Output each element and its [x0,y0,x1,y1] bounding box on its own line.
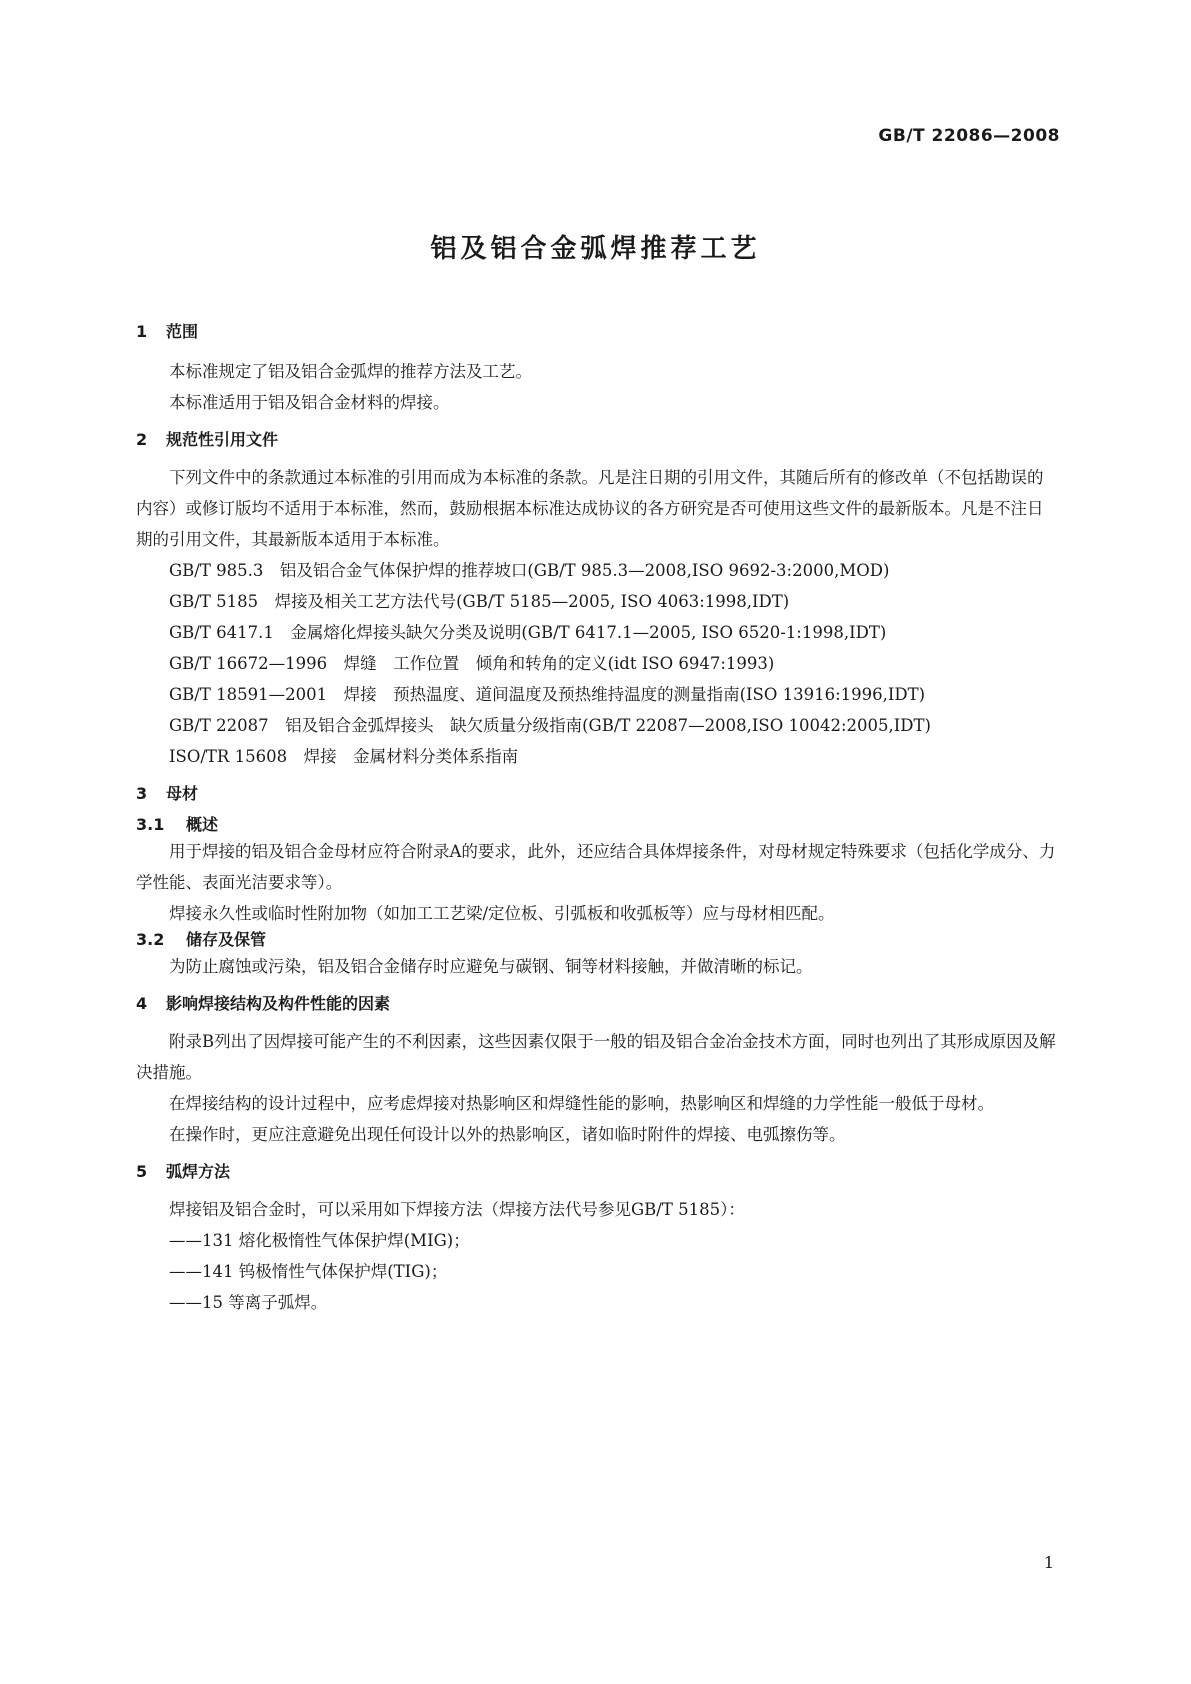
reference-item: GB/T 5185 焊接及相关工艺方法代号(GB/T 5185—2005, ISO 4063:1998,IDT) [169,592,790,611]
subsection-title: 储存及保管 [186,930,267,949]
reference-item: ISO/TR 15608 焊接 金属材料分类体系指南 [169,747,519,766]
section-4 [136,992,1056,1150]
section-2-heading [136,428,1056,452]
page-number: 1 [1043,1553,1054,1572]
section-title: 影响焊接结构及构件性能的因素 [166,994,391,1013]
subsection-3-1-heading [136,814,1056,836]
subsection-number: 3.1 [136,815,165,834]
paragraph: 在操作时，更应注意避免出现任何设计以外的热影响区，诸如临时附件的焊接、电弧擦伤等。 [169,1125,846,1144]
section-2 [136,428,1056,772]
section-title: 母材 [166,784,199,803]
section-5 [136,1160,1056,1318]
section-1-heading [136,320,1056,344]
paragraph: 在焊接结构的设计过程中，应考虑焊接对热影响区和焊缝性能的影响，热影响区和焊缝的力学性能一般低于母材。 [169,1094,994,1113]
paragraph: 焊接铝及铝合金时，可以采用如下焊接方法（焊接方法代号参见GB/T 5185）： [169,1200,745,1219]
list-item: ——15 等离子弧焊。 [169,1293,328,1312]
section-title: 弧焊方法 [166,1162,231,1181]
welding-method-list [136,1225,1056,1318]
paragraph: 为防止腐蚀或污染，铝及铝合金储存时应避免与碳钢、铜等材料接触，并做清晰的标记。 [169,957,813,976]
section-4-heading [136,992,1056,1016]
section-number: 5 [136,1162,148,1181]
subsection-number: 3.2 [136,930,165,949]
subsection-3-2-heading [136,929,1056,951]
paragraph: 下列文件中的条款通过本标准的引用而成为本标准的条款。凡是注日期的引用文件，其随后所有的修改单（不包括勘误的内容）或修订版均不适用于本标准，然而，鼓励根据本标准达成协议的各方研究是否可使用这些文件的最新版本。凡是不注日期的引用文件，其最新版本适用于本标准。 [136,468,1044,549]
section-number: 2 [136,430,148,449]
section-title: 规范性引用文件 [166,430,279,449]
subsection-title: 概述 [186,815,219,834]
list-item: ——141 钨极惰性气体保护焊(TIG)； [169,1262,448,1281]
reference-item: GB/T 6417.1 金属熔化焊接头缺欠分类及说明(GB/T 6417.1—2005, ISO 6520-1:1998,IDT) [169,623,887,642]
paragraph: 用于焊接的铝及铝合金母材应符合附录A的要求，此外，还应结合具体焊接条件，对母材规定特殊要求（包括化学成分、力学性能、表面光洁要求等）。 [136,842,1056,892]
section-number: 3 [136,784,148,803]
list-item: ——131 熔化极惰性气体保护焊(MIG)； [169,1231,470,1250]
reference-item: GB/T 985.3 铝及铝合金气体保护焊的推荐坡口(GB/T 985.3—2008,ISO 9692-3:2000,MOD) [169,561,890,580]
document-body [136,320,1056,1318]
paragraph: 本标准适用于铝及铝合金材料的焊接。 [169,393,450,412]
section-3 [136,782,1056,982]
section-3-heading [136,782,1056,806]
paragraph: 焊接永久性或临时性附加物（如加工工艺梁/定位板、引弧板和收弧板等）应与母材相匹配。 [169,904,835,923]
section-title: 范围 [166,322,199,341]
section-number: 4 [136,994,148,1013]
standard-code: GB/T 22086—2008 [878,126,1060,146]
reference-item: GB/T 16672—1996 焊缝 工作位置 倾角和转角的定义(idt ISO 6947:1993) [169,654,775,673]
reference-item: GB/T 18591—2001 焊接 预热温度、道间温度及预热维持温度的测量指南(ISO 13916:1996,IDT) [169,685,926,704]
paragraph: 本标准规定了铝及铝合金弧焊的推荐方法及工艺。 [169,362,532,381]
document-title: 铝及铝合金弧焊推荐工艺 [430,234,761,264]
reference-item: GB/T 22087 铝及铝合金弧焊接头 缺欠质量分级指南(GB/T 22087—2008,ISO 10042:2005,IDT) [169,716,931,735]
section-1 [136,320,1056,418]
paragraph: 附录B列出了因焊接可能产生的不利因素，这些因素仅限于一般的铝及铝合金冶金技术方面，同时也列出了其形成原因及解决措施。 [136,1032,1056,1082]
section-number: 1 [136,322,148,341]
section-5-heading [136,1160,1056,1184]
